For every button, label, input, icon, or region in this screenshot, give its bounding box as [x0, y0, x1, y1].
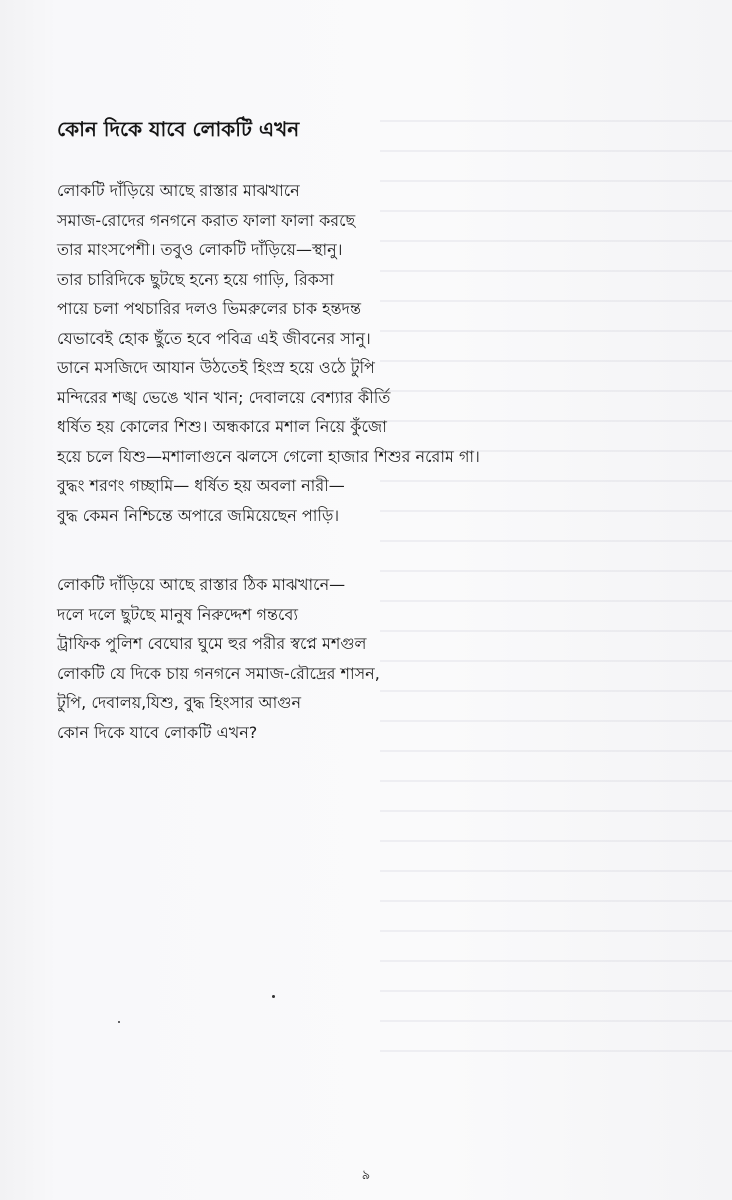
poem-line: তার মাংসপেশী। তবুও লোকটি দাঁড়িয়ে—স্থানু।	[57, 240, 343, 259]
poem-line: যেভাবেই হোক ছুঁতে হবে পবিত্র এই জীবনের সানু।	[57, 328, 371, 348]
ink-speck	[118, 1021, 120, 1023]
poem-stanza-1	[57, 176, 480, 530]
poem-title: কোন দিকে যাবে লোকটি এখন	[57, 117, 300, 141]
poem-line: লোকটি দাঁড়িয়ে আছে রাস্তার ঠিক মাঝখানে—	[57, 575, 346, 594]
poem-line: ডানে মসজিদে আযান উঠতেই হিংস্র হয়ে ওঠে টুপি	[57, 358, 375, 377]
poem-line: লোকটি দাঁড়িয়ে আছে রাস্তার মাঝখানে	[57, 181, 300, 200]
poem-line: সমাজ-রোদের গনগনে করাত ফালা ফালা করছে	[57, 210, 356, 230]
poem-line: পায়ে চলা পথচারির দলও ভিমরুলের চাক হন্তদন্ত	[57, 299, 361, 318]
poem-line: মন্দিরের শঙ্খ ভেঙে খান খান; দেবালয়ে বেশ্যার কীর্তি	[57, 387, 391, 407]
poem-line: দলে দলে ছুটছে মানুষ নিরুদ্দেশ গন্তব্যে	[57, 604, 299, 624]
poem-line: হয়ে চলে যিশু—মশালাগুনে ঝলসে গেলো হাজার শিশুর নরোম গা।	[57, 446, 480, 466]
poem-line: বুদ্ধ কেমন নিশ্চিন্তে অপারে জমিয়েছেন পাড়ি।	[57, 505, 340, 525]
poem-stanza-2	[57, 570, 380, 747]
poem-line: তার চারিদিকে ছুটছে হন্যে হয়ে গাড়ি, রিকসা	[57, 269, 335, 289]
ink-speck	[272, 995, 275, 998]
poem-line: টুপি, দেবালয়,যিশু, বুদ্ধ হিংসার আগুন	[57, 693, 302, 712]
poem-line: ট্রাফিক পুলিশ বেঘোর ঘুমে হুর পরীর স্বপ্নে মশগুল	[57, 634, 367, 653]
poem-line: লোকটি যে দিকে চায় গনগনে সমাজ-রৌদ্রের শাসন,	[57, 663, 380, 683]
poem-line: বুদ্ধং শরণং গচ্ছামি— ধর্ষিত হয় অবলা নারী—	[57, 476, 345, 495]
poem-line: কোন দিকে যাবে লোকটি এখন?	[57, 722, 258, 742]
page-number: ৯	[361, 1168, 371, 1183]
poem-line: ধর্ষিত হয় কোলের শিশু। অন্ধকারে মশাল নিয়ে কুঁজো	[57, 417, 387, 436]
